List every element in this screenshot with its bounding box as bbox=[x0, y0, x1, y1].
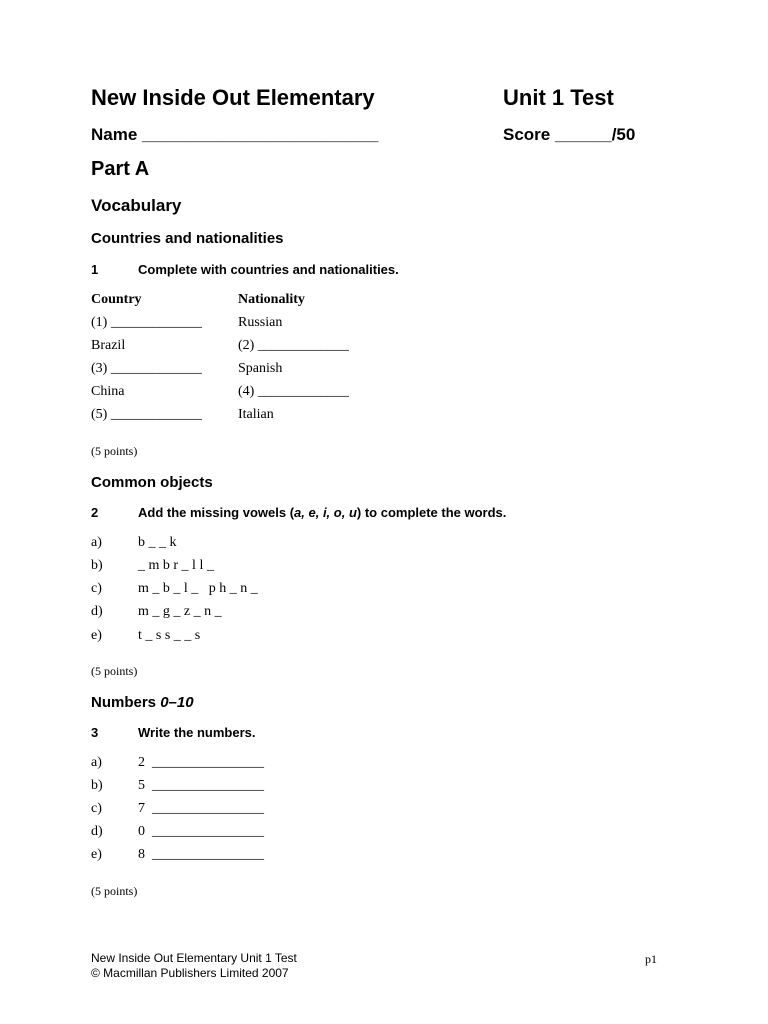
points-label: (5 points) bbox=[91, 664, 138, 678]
item-text: m _ b _ l _ p h _ n _ bbox=[138, 581, 258, 596]
table-cell: Russian bbox=[238, 315, 283, 330]
table-cell: Italian bbox=[238, 407, 274, 422]
table-cell: (5) _____________ bbox=[91, 407, 202, 422]
book-title: New Inside Out Elementary bbox=[91, 85, 375, 110]
exercise-instruction: Write the numbers. bbox=[138, 725, 256, 740]
table-cell: (4) _____________ bbox=[238, 384, 349, 399]
item-text: b _ _ k bbox=[138, 535, 177, 550]
item-letter: e) bbox=[91, 847, 102, 862]
exercise-number: 1 bbox=[91, 262, 99, 277]
column-header-country: Country bbox=[91, 292, 142, 307]
exercise-instruction: Complete with countries and nationalities. bbox=[138, 262, 399, 277]
table-cell: (2) _____________ bbox=[238, 338, 349, 353]
subsection-title: Countries and nationalities bbox=[91, 230, 284, 247]
section-title: Vocabulary bbox=[91, 196, 182, 215]
footer-title: New Inside Out Elementary Unit 1 Test bbox=[91, 951, 297, 965]
exercise-number: 3 bbox=[91, 725, 99, 740]
item-text: _ m b r _ l l _ bbox=[138, 558, 214, 573]
part-title: Part A bbox=[91, 158, 150, 180]
subsection-title: Common objects bbox=[91, 474, 213, 491]
item-text: t _ s s _ _ s bbox=[138, 628, 201, 643]
item-letter: d) bbox=[91, 604, 103, 619]
item-letter: c) bbox=[91, 581, 102, 596]
points-label: (5 points) bbox=[91, 884, 138, 898]
item-text: 8 ________________ bbox=[138, 847, 264, 862]
item-text: 0 ________________ bbox=[138, 824, 264, 839]
exercise-instruction: Add the missing vowels (a, e, i, o, u) to complete the words. bbox=[138, 505, 507, 520]
table-cell: Brazil bbox=[91, 338, 126, 353]
page-number: p1 bbox=[645, 952, 657, 966]
table-cell: China bbox=[91, 384, 125, 399]
item-text: 5 ________________ bbox=[138, 778, 264, 793]
name-field: Name _________________________ bbox=[91, 125, 379, 144]
item-text: 7 ________________ bbox=[138, 801, 264, 816]
item-letter: b) bbox=[91, 558, 103, 573]
subsection-title: Numbers 0–10 bbox=[91, 694, 194, 711]
item-letter: a) bbox=[91, 755, 102, 770]
item-letter: d) bbox=[91, 824, 103, 839]
item-text: m _ g _ z _ n _ bbox=[138, 604, 222, 619]
table-cell: (1) _____________ bbox=[91, 315, 202, 330]
points-label: (5 points) bbox=[91, 444, 138, 458]
item-letter: e) bbox=[91, 628, 102, 643]
column-header-nationality: Nationality bbox=[238, 292, 305, 307]
table-cell: (3) _____________ bbox=[91, 361, 202, 376]
score-field: Score ______/50 bbox=[503, 125, 636, 144]
item-letter: a) bbox=[91, 535, 102, 550]
item-letter: c) bbox=[91, 801, 102, 816]
exercise-number: 2 bbox=[91, 505, 99, 520]
item-text: 2 ________________ bbox=[138, 755, 264, 770]
vowels-text: a, e, i, o, u bbox=[294, 505, 357, 520]
item-letter: b) bbox=[91, 778, 103, 793]
footer-copyright: © Macmillan Publishers Limited 2007 bbox=[91, 966, 289, 980]
test-title: Unit 1 Test bbox=[503, 85, 614, 110]
table-cell: Spanish bbox=[238, 361, 283, 376]
